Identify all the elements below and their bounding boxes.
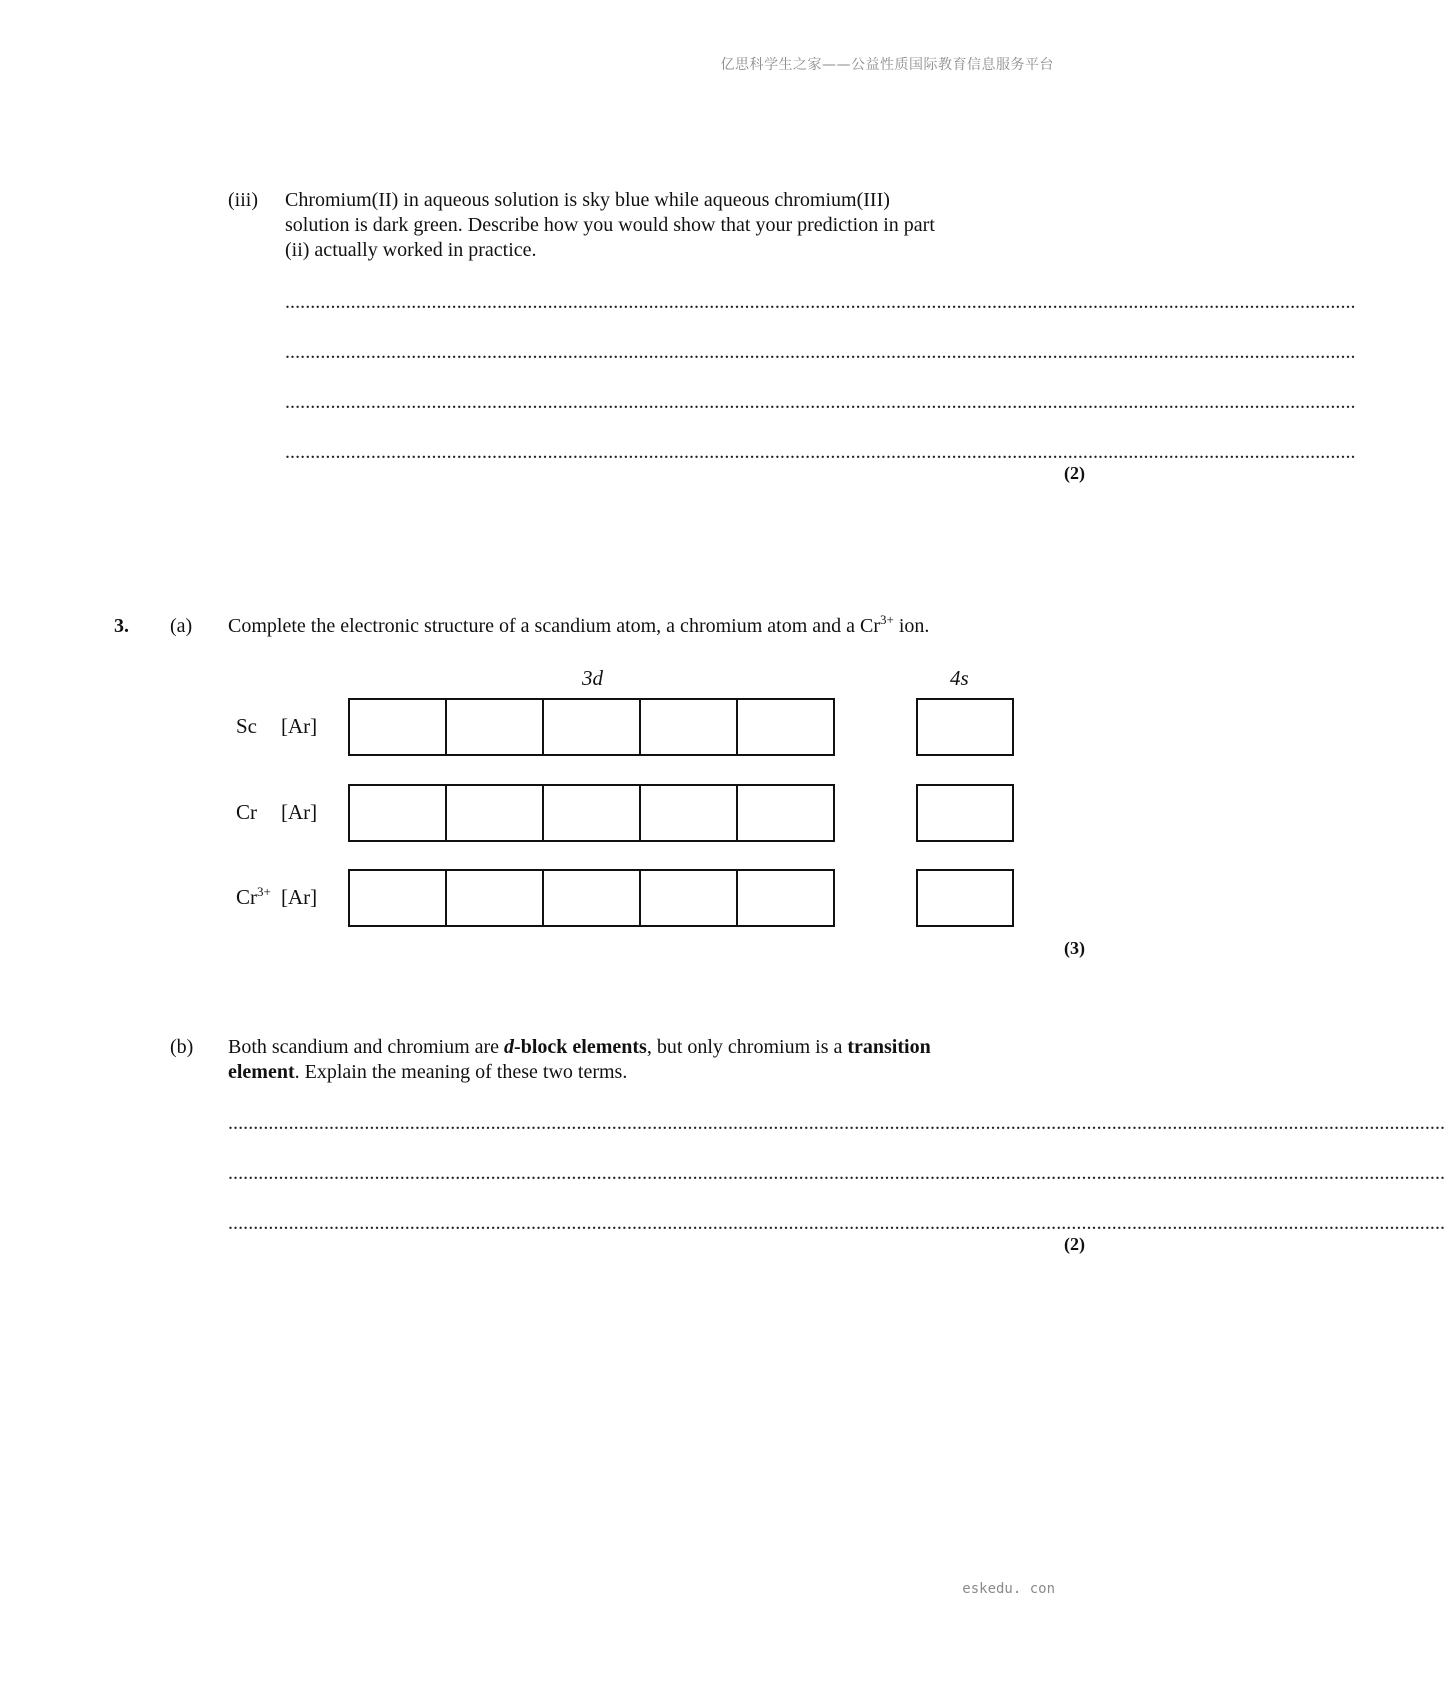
part-b-line-2 (228, 1060, 1048, 1085)
part-a-text-main: Complete the electronic structure of a scandium atom, a chromium atom and a Cr (228, 615, 881, 637)
part-b-line-1 (228, 1035, 1048, 1060)
answer-line[interactable]: .................................................................................................................................................................................................................... (285, 291, 1356, 313)
row-symbol-cr: Cr (236, 800, 257, 824)
part-b-text-1: Both scandium and chromium are (228, 1036, 505, 1058)
orbital-header-3d: 3d (582, 666, 603, 690)
part-iii-line-3: (ii) actually worked in practice. (285, 239, 537, 261)
header-watermark: 亿思科学生之家——公益性质国际教育信息服务平台 (720, 57, 1054, 73)
row-symbol-cr3-sup: 3+ (257, 884, 271, 899)
answer-line[interactable]: ................................................................................................................................................................................................................................................. (228, 1212, 1445, 1234)
answer-line[interactable]: ................................................................................................................................................................................................................................................. (228, 1162, 1445, 1184)
part-b-label: (b) (170, 1036, 194, 1058)
part-b-text (228, 1035, 1048, 1085)
part-iii-text (285, 188, 1045, 263)
part-a-text (228, 614, 929, 639)
orbital-box[interactable] (641, 700, 738, 754)
part-iii-line-2: solution is dark green. Describe how you would show that your prediction in part (285, 214, 935, 236)
question-number: 3. (114, 615, 129, 637)
part-b-block-elements: -block elements (514, 1036, 647, 1058)
part-iii-line-1: Chromium(II) in aqueous solution is sky blue while aqueous chromium(III) (285, 189, 890, 211)
orbital-box[interactable] (544, 786, 641, 840)
orbital-box[interactable] (641, 786, 738, 840)
orbital-box[interactable] (350, 786, 447, 840)
orbital-box[interactable] (350, 700, 447, 754)
row-symbol-cr3 (236, 885, 271, 910)
part-a-superscript: 3+ (880, 612, 894, 627)
orbital-3d-boxes-cr3 (348, 869, 835, 927)
row-symbol-sc: Sc (236, 714, 257, 738)
answer-line[interactable]: .................................................................................................................................................................................................................... (285, 391, 1356, 413)
orbital-box[interactable] (447, 700, 544, 754)
part-b-element: element (228, 1061, 295, 1083)
orbital-box[interactable] (738, 786, 833, 840)
orbital-header-4s: 4s (950, 666, 969, 690)
part-a-text-end: ion. (893, 615, 930, 637)
part-iii-number: (iii) (228, 189, 258, 211)
footer-site: eskedu. con (962, 1581, 1055, 1597)
row-symbol-cr3-base: Cr (236, 885, 257, 909)
orbital-3d-boxes-cr (348, 784, 835, 842)
part-b-text-3: . Explain the meaning of these two terms. (294, 1061, 628, 1083)
orbital-box[interactable] (738, 871, 833, 925)
row-core-sc: [Ar] (281, 714, 318, 738)
orbital-box[interactable] (350, 871, 447, 925)
marks-part-b: (2) (1064, 1234, 1085, 1254)
orbital-4s-box-cr3[interactable] (916, 869, 1014, 927)
orbital-4s-box-cr[interactable] (916, 784, 1014, 842)
part-b-transition: transition (847, 1036, 931, 1058)
part-b-d-italic: d (504, 1036, 515, 1058)
part-a-label: (a) (170, 615, 193, 637)
orbital-box[interactable] (544, 871, 641, 925)
answer-line[interactable]: .................................................................................................................................................................................................................... (285, 341, 1356, 363)
row-core-cr3: [Ar] (281, 885, 318, 909)
orbital-box[interactable] (738, 700, 833, 754)
part-b-text-2: , but only chromium is a (646, 1036, 848, 1058)
marks-part-iii: (2) (1064, 463, 1085, 483)
row-core-cr: [Ar] (281, 800, 318, 824)
orbital-box[interactable] (447, 871, 544, 925)
orbital-3d-boxes-sc (348, 698, 835, 756)
marks-part-a: (3) (1064, 938, 1085, 958)
orbital-4s-box-sc[interactable] (916, 698, 1014, 756)
answer-line[interactable]: .................................................................................................................................................................................................................... (285, 441, 1356, 463)
orbital-box[interactable] (641, 871, 738, 925)
orbital-box[interactable] (544, 700, 641, 754)
orbital-box[interactable] (447, 786, 544, 840)
answer-line[interactable]: ................................................................................................................................................................................................................................................. (228, 1112, 1445, 1134)
